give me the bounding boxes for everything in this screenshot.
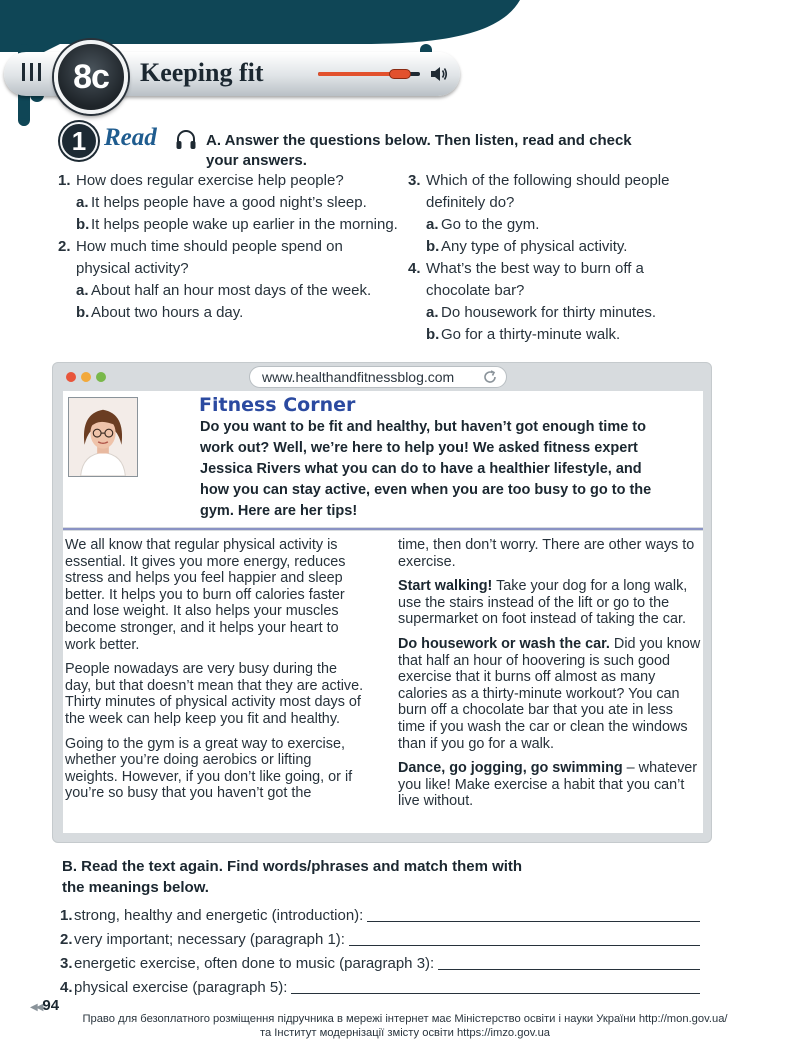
questions-left-column (58, 170, 398, 324)
fill-in-row (60, 904, 700, 928)
question-number: 4. (408, 260, 421, 277)
answer-option[interactable] (408, 302, 708, 324)
article-paragraph: We all know that regular physical activity is essential. It gives you more energy, reduces stress and helps you feel happier and sleep better. It helps you to burn off calories faster and lose weight. It also helps your muscles become stronger, and it helps your heart to work better. (65, 537, 346, 653)
option-letter: a. (426, 304, 439, 321)
option-letter: a. (76, 194, 89, 211)
question-text: What’s the best way to burn off a chocolate bar? (426, 260, 644, 299)
option-letter: a. (76, 282, 89, 299)
page-number-text: 94 (42, 997, 60, 1014)
option-letter: b. (426, 326, 440, 343)
answer-line[interactable] (349, 945, 700, 946)
footer-line: Право для безоплатного розміщення підручника в мережі інтернет має Міністерство освіти і науки України http://mon.gov.ua/ (82, 1013, 728, 1025)
maximize-dot[interactable] (96, 372, 106, 382)
answer-line[interactable] (291, 993, 700, 994)
option-text: Go to the gym. (441, 216, 540, 233)
section-divider (63, 528, 703, 530)
audio-progress-fill (318, 72, 398, 76)
answer-option[interactable] (408, 214, 708, 236)
footer-line: та Інститут модернізації змісту освіти https://imzo.gov.ua (259, 1027, 551, 1039)
answer-option[interactable] (58, 214, 398, 236)
item-number: 2. (60, 931, 73, 948)
item-text: very important; necessary (paragraph 1): (74, 931, 345, 948)
answer-option[interactable] (58, 192, 398, 214)
blog-intro: Do you want to be fit and healthy, but haven’t got enough time to work out? Well, we’re here to help you! We asked fitness expert Jessica Rivers what you can do to have a healthier lifestyle, and how you can stay active, even when you are too busy to go to the gym. Here are her tips! (200, 419, 652, 519)
tip-paragraph (398, 636, 703, 752)
option-letter: b. (76, 304, 90, 321)
page-title: Keeping fit (140, 58, 264, 87)
article-paragraph: Going to the gym is a great way to exercise, whether you’re doing aerobics or lifting weights. However, if you don’t like going, or if you’re so busy that you haven’t got the (65, 735, 353, 802)
article-paragraph-continued: time, then don’t worry. There are other ways to exercise. (398, 537, 695, 570)
speaker-icon[interactable] (430, 66, 448, 82)
tip-heading: Start walking! (398, 578, 493, 595)
option-text: Any type of physical activity. (441, 238, 628, 255)
page-number (30, 997, 59, 1014)
tip-paragraph (398, 578, 703, 628)
item-text: strong, healthy and energetic (introduction): (74, 907, 364, 924)
option-text: About half an hour most days of the week. (91, 282, 372, 299)
item-number: 4. (60, 979, 73, 996)
question-number: 2. (58, 238, 71, 255)
question (58, 170, 398, 192)
window-controls (66, 372, 106, 382)
answer-option[interactable] (58, 280, 398, 302)
headphones-icon[interactable] (175, 129, 197, 151)
question (58, 236, 398, 280)
option-letter: a. (426, 216, 439, 233)
fill-in-row (60, 928, 700, 952)
tip-text: – whatever you like! Make exercise a habit that you can’t live without. (398, 760, 698, 810)
option-text: Go for a thirty-minute walk. (441, 326, 621, 343)
exercise-instructions: A. Answer the questions below. Then listen, read and check your answers. (206, 132, 632, 169)
option-letter: b. (426, 238, 440, 255)
fill-in-row (60, 976, 700, 1000)
question (408, 258, 708, 302)
tip-paragraph (398, 760, 703, 810)
item-number: 1. (60, 907, 73, 924)
item-number: 3. (60, 955, 73, 972)
refresh-icon[interactable] (482, 369, 498, 385)
tip-text: Take your dog for a long walk, use the stairs instead of the lift or go to the supermarket on foot instead of taking the car. (398, 578, 688, 628)
answer-line[interactable] (367, 921, 700, 922)
answer-option[interactable] (408, 236, 708, 258)
option-letter: b. (76, 216, 90, 233)
close-dot[interactable] (66, 372, 76, 382)
article-body (63, 531, 703, 833)
unit-badge: 8c (54, 40, 128, 114)
browser-window (52, 362, 712, 843)
article-paragraph: People nowadays are very busy during the day, but that doesn’t mean that they are active. Thirty minutes of physical activity most days of the week can help keep you fit and healthy. (65, 661, 364, 727)
author-avatar (68, 397, 138, 477)
footer-note (60, 1012, 750, 1040)
option-text: It helps people wake up earlier in the morning. (91, 216, 398, 233)
tip-text: Did you know that half an hour of hoovering is such good exercise that it burns off almost as many calories as a thirty-minute workout? You can burn off a chocolate bar that you ate in less time if you wash the car or clean the windows than if you go for a walk. (398, 635, 701, 752)
fill-in-row (60, 952, 700, 976)
option-text: About two hours a day. (91, 304, 244, 321)
question-text: Which of the following should people definitely do? (426, 172, 670, 211)
answer-option[interactable] (58, 302, 398, 324)
answer-option[interactable] (408, 324, 708, 346)
option-text: It helps people have a good night’s sleep. (91, 194, 367, 211)
question (408, 170, 708, 214)
article-left-column (65, 537, 367, 810)
audio-slider[interactable] (318, 72, 420, 76)
url-text: www.healthandfitnessblog.com (262, 369, 455, 385)
option-text: Do housework for thirty minutes. (441, 304, 657, 321)
part-b-items (60, 904, 700, 1000)
tip-heading: Do housework or wash the car. (398, 635, 610, 652)
exercise-number-badge: 1 (60, 122, 98, 160)
blog-title: Fitness Corner (199, 394, 356, 416)
audio-slider-handle[interactable] (389, 69, 411, 79)
item-text: energetic exercise, often done to music (paragraph 3): (74, 955, 435, 972)
address-bar[interactable] (249, 366, 507, 388)
part-b-instructions: B. Read the text again. Find words/phrases and match them with the meanings below. (62, 858, 523, 896)
question-number: 1. (58, 172, 71, 189)
rewind-icon: ◀◀ (30, 1002, 42, 1013)
question-text: How much time should people spend on physical activity? (76, 238, 343, 277)
article-right-column (398, 537, 703, 818)
tip-heading: Dance, go jogging, go swimming (398, 760, 623, 777)
answer-line[interactable] (438, 969, 700, 970)
grip-icon (22, 63, 41, 81)
item-text: physical exercise (paragraph 5): (74, 979, 288, 996)
section-label: Read (104, 124, 157, 151)
question-number: 3. (408, 172, 421, 189)
question-text: How does regular exercise help people? (76, 172, 344, 189)
questions-right-column (408, 170, 708, 346)
minimize-dot[interactable] (81, 372, 91, 382)
